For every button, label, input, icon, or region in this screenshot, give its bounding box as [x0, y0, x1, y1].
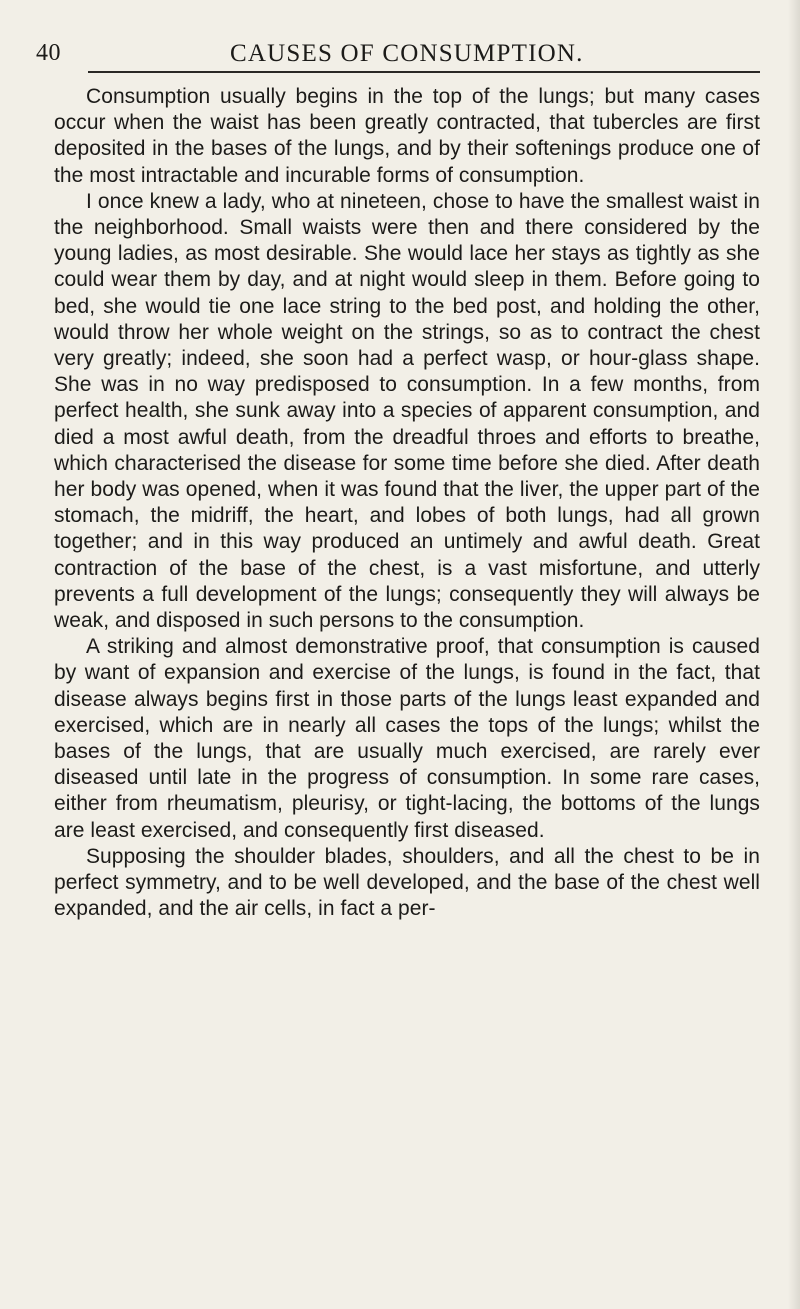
page-number: 40: [36, 40, 61, 66]
running-head: CAUSES OF CONSUMPTION.: [230, 40, 584, 67]
paragraph: A striking and almost demonstrative proof, that consumption is caused by want of expansion and exercise of the lungs, is found in the fact, that disease always begins first in those parts of the lungs least expanded and exercised, which are in nearly all cases the tops of the lungs; whilst the bases of the lungs, that are usually much exercised, are rarely ever diseased until late in the progress of consumption. In some rare cases, either from rheumatism, pleurisy, or tight-lacing, the bottoms of the lungs are least exercised, and consequently first diseased.: [54, 635, 760, 842]
page-edge-shadow: [788, 0, 800, 1309]
paragraph: Supposing the shoulder blades, shoulders, and all the chest to be in perfect symmetry, and to be well developed, and the base of the chest well expanded, and the air cells, in fact a per-: [54, 844, 760, 921]
body-text: [54, 84, 760, 923]
page-header: [0, 40, 800, 80]
paragraph: I once knew a lady, who at nineteen, chose to have the smallest waist in the neighborhood. Small waists were then and there considered by the young ladies, as most desirable. She would lace her stays as tightly as she could wear them by day, and at night would sleep in them. Before going to bed, she would tie one lace string to the bed post, and holding the other, would throw her whole weight on the strings, so as to contract the chest very greatly; indeed, she soon had a perfect wasp, or hour-glass shape. She was in no way predisposed to consumption. In a few months, from perfect health, she sunk away into a species of apparent consumption, and died a most awful death, from the dreadful throes and efforts to breathe, which characterised the disease for some time before she died. After death her body was opened, when it was found that the liver, the upper part of the stomach, the midriff, the heart, and lobes of both lungs, had all grown together; and in this way produced an untimely and awful death. Great contraction of the base of the chest, is a vast misfortune, and utterly prevents a full development of the lungs; consequently they will always be weak, and disposed in such persons to the consumption.: [54, 189, 760, 633]
paragraph: Consumption usually begins in the top of the lungs; but many cases occur when the waist has been greatly contracted, that tubercles are first deposited in the bases of the lungs, and by their softenings produce one of the most intractable and incurable forms of consumption.: [54, 85, 760, 187]
header-rule: [88, 71, 760, 73]
